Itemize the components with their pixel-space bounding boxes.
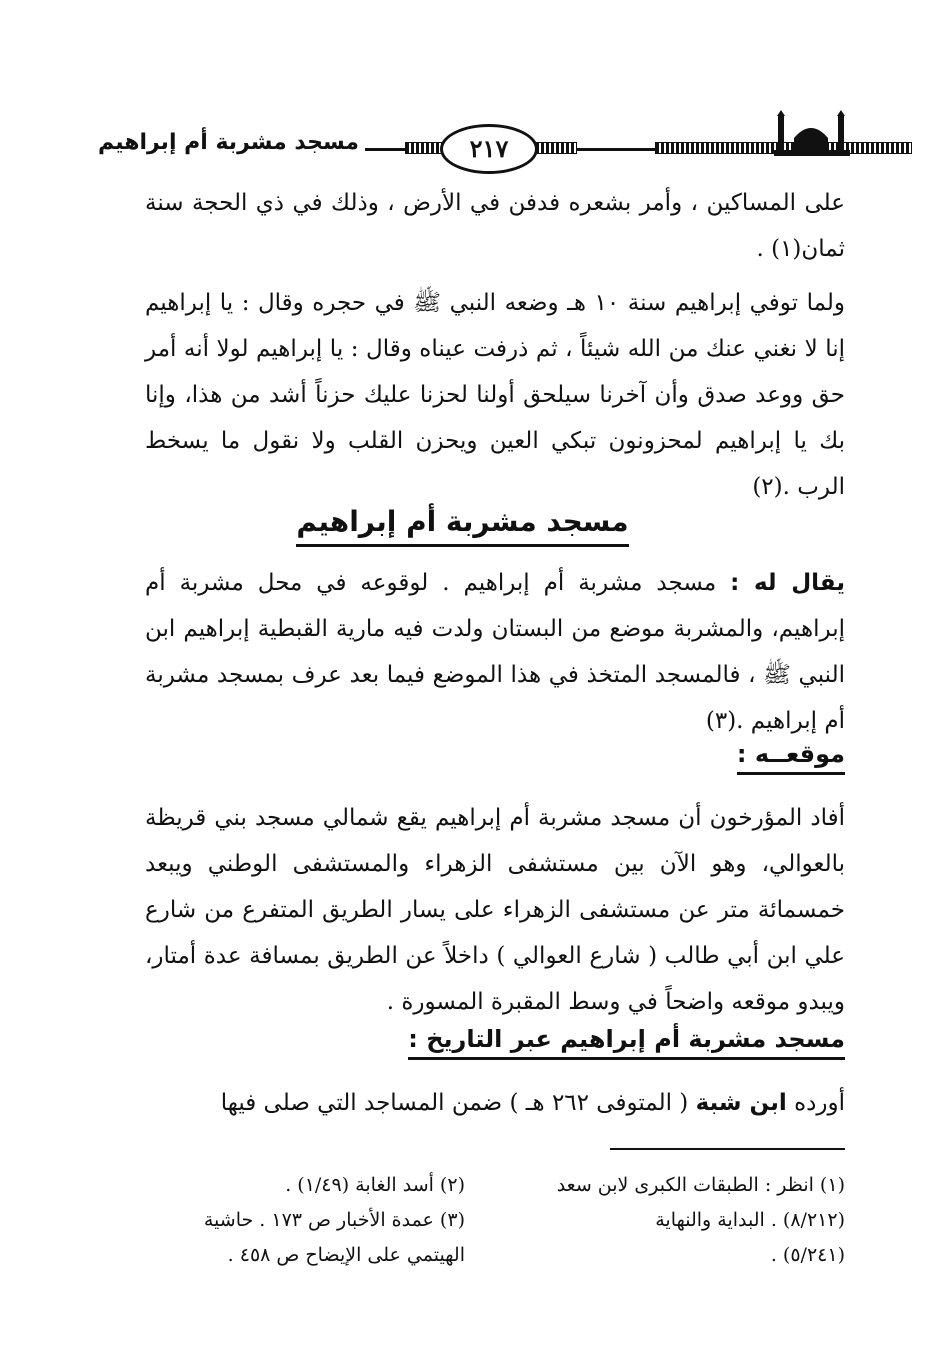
page-number: ٢١٧: [440, 124, 538, 174]
footnote-line: (١) انظر : الطبقات الكبرى لابن سعد: [556, 1174, 845, 1196]
section-heading-main: [0, 505, 925, 538]
paragraph-1: على المساكين ، وأمر بشعره فدفن في الأرض ، وذلك في ذي الحجة سنة ثمان(١) .: [145, 190, 845, 262]
footnotes-left-column: [135, 1168, 465, 1273]
footnote-line: الهيتمي على الإيضاح ص ٤٥٨ .: [227, 1244, 465, 1266]
paragraph-3: [145, 560, 845, 744]
paragraph-2: ولما توفي إبراهيم سنة ١٠ هـ وضعه النبي ﷺ في حجره وقال : يا إبراهيم إنا لا نغني عنك من الله شيئاً ، ثم ذرفت عيناه وقال : يا إبراهيم لولا أنه أمر حق ووعد صدق وأن آخرنا سيلحق أولنا لحزنا عليك حزناً أشد من هذا، وإنا بك يا إبراهيم لمحزونون تبكي العين ويحزن القلب ولا نقول ما يسخط الرب .(٢): [145, 290, 845, 500]
paragraph-5: [145, 1080, 845, 1126]
footnote-line: (٢) أسد الغابة (١/٤٩) .: [285, 1174, 465, 1196]
footnote-line: (٨/٢١٢) . البداية والنهاية: [655, 1209, 845, 1231]
section-heading-history: مسجد مشربة أم إبراهيم عبر التاريخ :: [408, 1025, 845, 1060]
footnote-line: (٥/٢٤١) .: [770, 1244, 845, 1266]
footnote-line: (٣) عمدة الأخبار ص ١٧٣ . حاشية: [203, 1209, 465, 1231]
section-heading-main-text: مسجد مشربة أم إبراهيم: [296, 505, 628, 547]
paragraph-3-text: مسجد مشربة أم إبراهيم . لوقوعه في محل مشربة أم إبراهيم، والمشربة موضع من البستان ولدت فيه مارية القبطية إبراهيم ابن النبي ﷺ ، فالمسجد المتخذ في هذا الموضع فيما بعد عرف بمسجد مشربة أم إبراهيم .(٣): [145, 570, 845, 734]
running-title: مسجد مشربة أم إبراهيم: [92, 130, 365, 155]
footnotes-right-column: [515, 1168, 845, 1273]
footnote-rule: [610, 1148, 845, 1150]
paragraph-5-pre: أورده: [794, 1090, 845, 1116]
paragraph-5-name: ابن شبة: [695, 1090, 787, 1116]
section-heading-location: موقعــه :: [737, 740, 845, 775]
paragraph-5-text: ( المتوفى ٢٦٢ هـ ) ضمن المساجد التي صلى فيها: [220, 1090, 689, 1116]
page-header: [97, 110, 850, 170]
mosque-icon: [772, 110, 852, 156]
paragraph-4: أفاد المؤرخون أن مسجد مشربة أم إبراهيم يقع شمالي مسجد بني قريظة بالعوالي، وهو الآن بين مستشفى الزهراء والمستشفى الوطني ويبعد خمسمائة متر عن مستشفى الزهراء على يسار الطريق المتفرع من شارع علي ابن أبي طالب ( شارع العوالي ) داخلاً عن الطريق بمسافة عدة أمتار، ويبدو موقعه واضحاً في وسط المقبرة المسورة .: [145, 805, 845, 1015]
paragraph-3-lead: يقال له :: [730, 570, 845, 596]
